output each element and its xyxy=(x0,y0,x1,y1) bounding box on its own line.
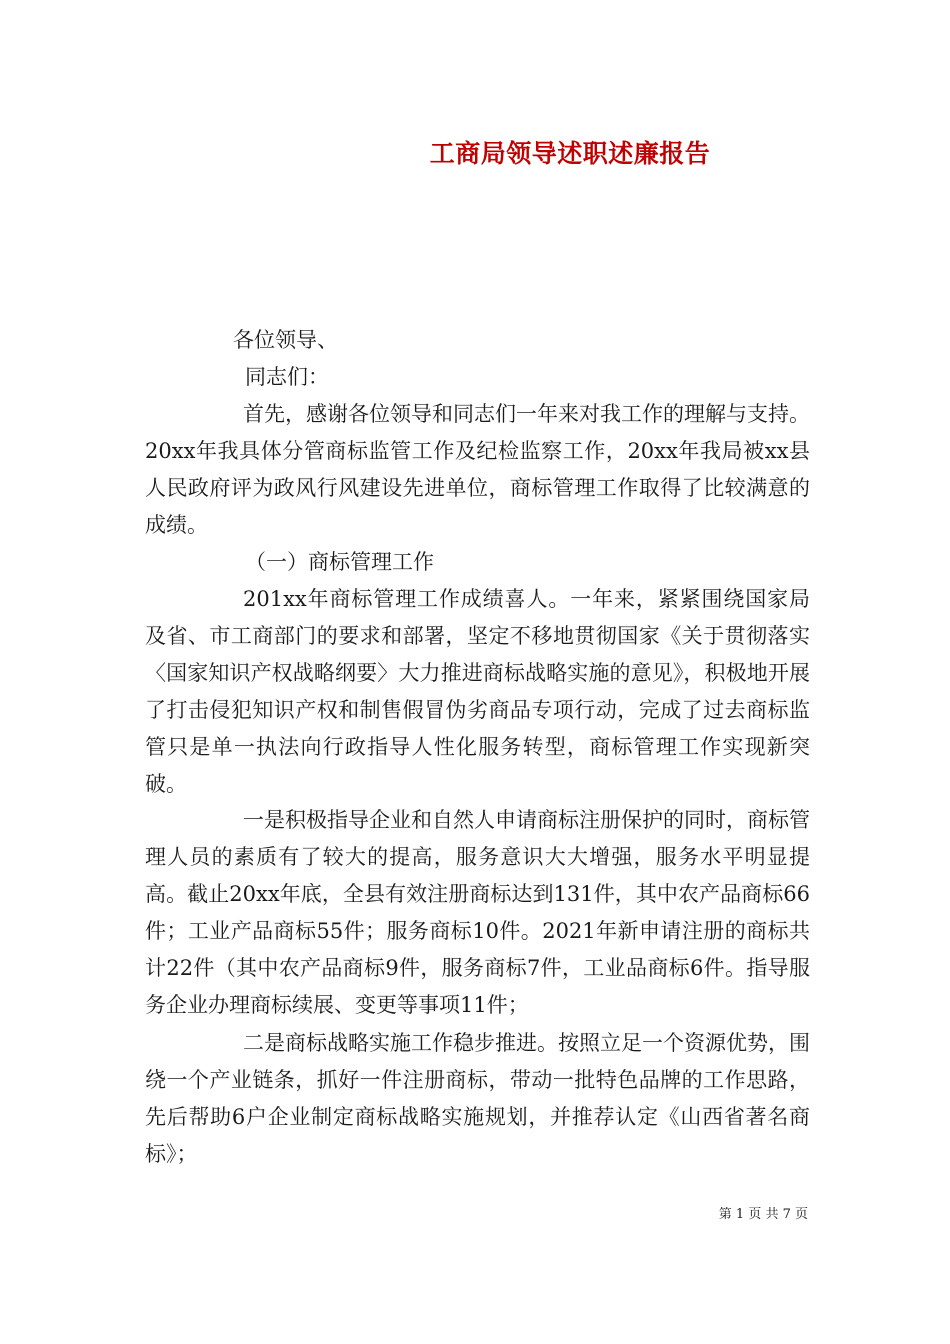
section-heading-trademark: （一）商标管理工作 xyxy=(245,550,434,574)
greeting-leaders: 各位领导、 xyxy=(233,328,338,352)
paragraph-trademark-overview: 201xx年商标管理工作成绩喜人。一年来，紧紧围绕国家局及省、市工商部门的要求和部署，坚定不移地贯彻国家《关于贯彻落实〈国家知识产权战略纲要〉大力推进商标战略实施的意见》，积极地开展了打击侵犯知识产权和制售假冒伪劣商品专项行动，完成了过去商标监管只是单一执法向行政指导人性化服务转型，商标管理工作实现新突破。 xyxy=(145,587,810,796)
greeting-comrades: 同志们： xyxy=(245,365,329,389)
paragraph-point-two: 二是商标战略实施工作稳步推进。按照立足一个资源优势，围绕一个产业链条，抓好一件注册商标，带动一批特色品牌的工作思路，先后帮助6户企业制定商标战略实施规划，并推荐认定《山西省著名商标》； xyxy=(145,1031,810,1166)
paragraph-point-one: 一是积极指导企业和自然人申请商标注册保护的同时，商标管理人员的素质有了较大的提高，服务意识大大增强，服务水平明显提高。截止20xx年底，全县有效注册商标达到131件，其中农产品商标66件；工业产品商标55件；服务商标10件。2021年新申请注册的商标共计22件（其中农产品商标9件，服务商标7件，工业品商标6件。指导服务企业办理商标续展、变更等事项11件； xyxy=(145,808,810,1017)
document-title: 工商局领导述职述廉报告 xyxy=(429,139,711,168)
paragraph-intro: 首先，感谢各位领导和同志们一年来对我工作的理解与支持。20xx年我具体分管商标监管工作及纪检监察工作，20xx年我局被xx县人民政府评为政风行风建设先进单位，商标管理工作取得了比较满意的成绩。 xyxy=(145,402,810,537)
page-number: 第 1 页 共 7 页 xyxy=(718,1207,808,1222)
